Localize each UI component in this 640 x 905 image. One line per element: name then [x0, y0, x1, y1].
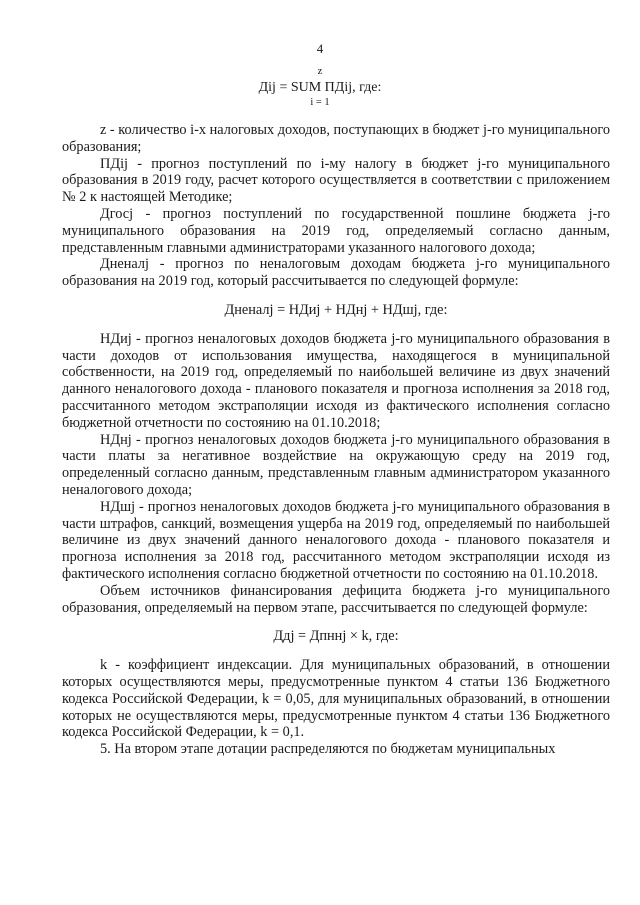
paragraph-step-5: 5. На втором этапе дотации распределяются по бюджетам муниципальных: [100, 741, 556, 758]
paragraph-pd: ПДij - прогноз поступлений по i-му налогу в бюджет j-го муниципального образования в 2019 году, расчет которого осуществляется в соответствии с приложением № 2 к настоящей Методике;: [62, 155, 610, 206]
paragraph-ndn: НДнj - прогноз неналоговых доходов бюджета j-го муниципального образования в части платы за негативное воздействие на окружающую среду на 2019 год, определенный согласно данным, представленным главным администратором указанного неналогового дохода;: [62, 431, 610, 498]
paragraph-dneonal: Дненалj - прогноз по неналоговым доходам бюджета j-го муниципального образования на 2019 год, который рассчитывается по следующей формуле:: [62, 256, 610, 290]
formula-2: Дненалj = НДиj + НДнj + НДшj, где:: [224, 301, 448, 318]
document-body: [62, 122, 610, 758]
formula-1: Дij = SUM ПДij, где:: [258, 80, 382, 95]
paragraph-ndsh: НДшj - прогноз неналоговых доходов бюджета j-го муниципального образования в части штрафов, санкций, возмещения ущерба на 2019 год, определяемый по наибольшей величине из двух значений данного неналогового дохода - планового показателя и прогноза исполнения за 2018 год, рассчитанного методом экстраполяции исходя из фактического исполнения согласно бюджетной отчетности по состоянию на 01.10.2018.: [62, 498, 610, 582]
paragraph-k: k - коэффициент индексации. Для муниципальных образований, в отношении которых осуществляются меры, предусмотренные пунктом 4 статьи 136 Бюджетного кодекса Российской Федерации, k = 0,05, для муниципальных образований, в отношении которых не осуществляются меры, предусмотренные пунктом 4 статьи 136 Бюджетного кодекса Российской Федерации, k = 0,1.: [62, 657, 610, 741]
formula-3: Ддj = Дпннj × k, где:: [273, 628, 399, 645]
paragraph-dgos: Дгосj - прогноз поступлений по государственной пошлине бюджета j-го муниципального образования на 2019 год, определяемый согласно данным, представленным главными администраторами указанного налогового дохода;: [62, 205, 610, 256]
formula-1-upper-limit: z: [317, 66, 323, 77]
paragraph-deficit: Объем источников финансирования дефицита бюджета j-го муниципального образования, определяемый на первом этапе, рассчитывается по следующей формуле:: [62, 582, 610, 616]
page-number: 4: [316, 41, 324, 56]
paragraph-z: z - количество i-х налоговых доходов, поступающих в бюджет j-го муниципального образования;: [62, 122, 610, 155]
paragraph-ndi: НДиj - прогноз неналоговых доходов бюджета j-го муниципального образования в части доходов от использования имущества, находящегося в муниципальной собственности, на 2019 год, определяемый по наибольшей величине из двух значений данного неналогового дохода - планового показателя и прогноза исполнения за 2018 год, рассчитанного методом экстраполяции исходя из фактического исполнения согласно бюджетной отчетности по состоянию на 01.10.2018;: [62, 330, 610, 431]
formula-1-lower-limit: i = 1: [310, 97, 330, 108]
